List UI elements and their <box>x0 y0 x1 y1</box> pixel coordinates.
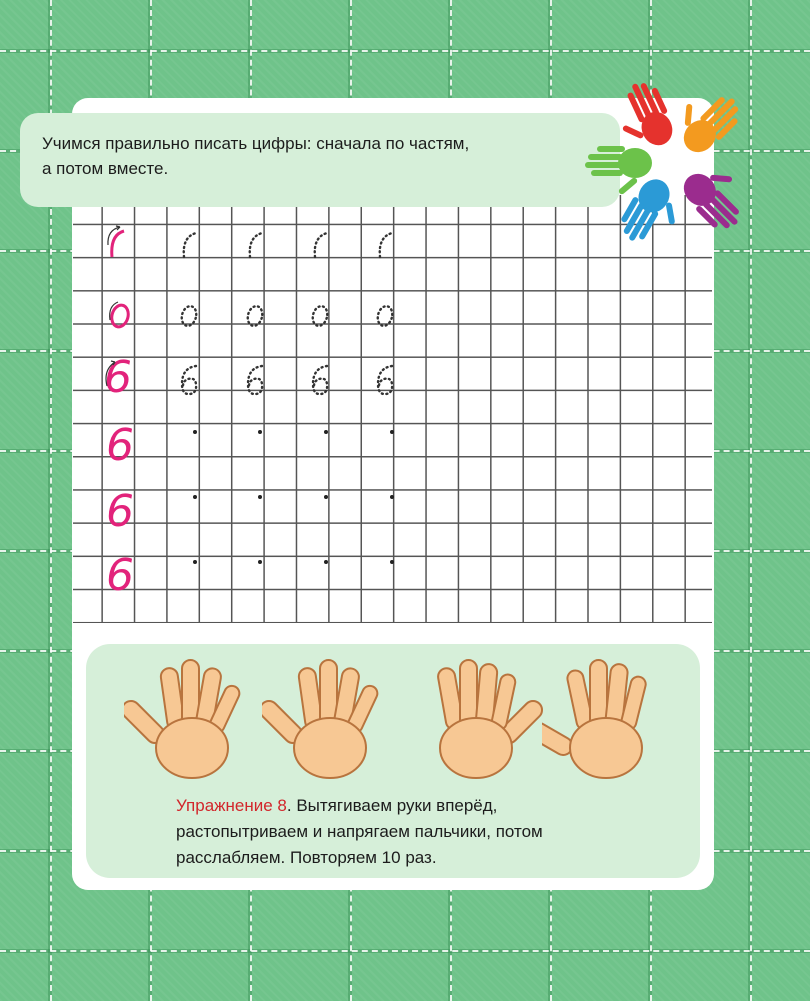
start-dot <box>193 430 197 434</box>
start-dot <box>258 560 262 564</box>
start-dot <box>324 560 328 564</box>
plaid-line <box>0 50 810 52</box>
digit-six-sample: 6 <box>106 420 134 471</box>
exercise-line-3: расслабляем. Повторяем 10 раз. <box>176 848 437 867</box>
digit-six-dotted <box>372 362 398 398</box>
exercise-title: Упражнение 8 <box>176 796 287 815</box>
stroke-direction-arrow <box>101 356 127 392</box>
start-dot <box>324 430 328 434</box>
loop-stroke-example <box>106 296 132 332</box>
start-dot <box>324 495 328 499</box>
digit-six-dotted <box>242 362 268 398</box>
digit-six-dotted <box>307 362 333 398</box>
digit-six-example: 6 <box>104 352 132 403</box>
start-dot <box>258 430 262 434</box>
instruction-line-2: а потом вместе. <box>42 159 169 178</box>
start-dot <box>390 430 394 434</box>
digit-six-sample: 6 <box>106 486 134 537</box>
color-hands-splash-icon <box>585 75 760 250</box>
loop-stroke-dotted <box>176 298 202 334</box>
instruction-panel <box>20 113 620 207</box>
instruction-line-1: Учимся правильно писать цифры: сначала по частям, <box>42 134 470 153</box>
arc-stroke-dotted <box>307 227 333 263</box>
exercise-line-1 <box>176 793 676 819</box>
spread-hand-icon <box>542 656 674 786</box>
loop-stroke-dotted <box>307 298 333 334</box>
plaid-line <box>0 950 810 952</box>
arc-stroke-dotted <box>176 227 202 263</box>
exercise-line-1-rest: . Вытягиваем руки вперёд, <box>286 796 498 815</box>
loop-stroke-dotted <box>372 298 398 334</box>
exercise-line-2: растопытриваем и напрягаем пальчики, потом <box>176 822 543 841</box>
start-dot <box>390 560 394 564</box>
loop-stroke-dotted <box>242 298 268 334</box>
spread-hand-icon <box>262 656 394 786</box>
spread-hand-icon <box>412 656 544 786</box>
digit-six-sample: 6 <box>106 550 134 601</box>
spread-hand-icon <box>124 656 256 786</box>
digit-six-dotted <box>176 362 202 398</box>
arc-stroke-dotted <box>372 227 398 263</box>
start-dot <box>193 495 197 499</box>
start-dot <box>258 495 262 499</box>
start-dot <box>193 560 197 564</box>
arc-stroke-example <box>104 225 130 261</box>
exercise-text <box>176 793 676 871</box>
arc-stroke-dotted <box>242 227 268 263</box>
start-dot <box>390 495 394 499</box>
